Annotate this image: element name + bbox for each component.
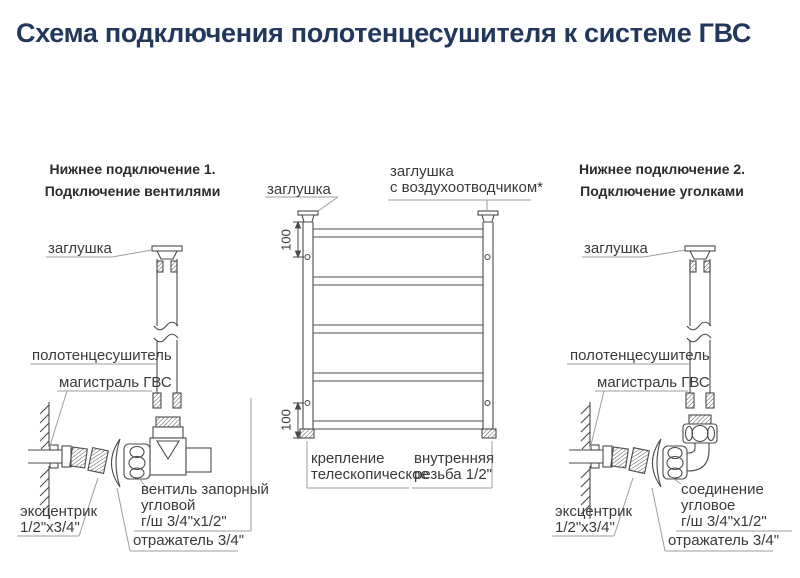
telescopic-mount-label: крепление телескопическое	[311, 450, 429, 483]
left-main-line-label: магистраль ГВС	[59, 374, 172, 391]
right-reflector-label: отражатель 3/4"	[668, 532, 780, 549]
right-eccentric-label: эксцентрик 1/2"х3/4"	[555, 503, 633, 536]
left-section-header-line2: Подключение вентилями	[44, 183, 221, 199]
left-plug-label: заглушка	[48, 240, 112, 257]
dimension-100-top: 100	[278, 229, 294, 251]
page-title: Схема подключения полотенцесушителя к системе ГВС	[16, 18, 752, 48]
angle-valve	[124, 393, 211, 479]
rail-rungs	[313, 229, 483, 429]
eccentric-fitting	[70, 447, 108, 473]
rail-caps	[298, 211, 498, 222]
wall-hatch	[581, 402, 590, 519]
dimension-100-bottom: 100	[278, 409, 294, 431]
wall-hatch	[40, 402, 49, 519]
riser-pipe	[685, 246, 715, 393]
air-vent-plug-label: заглушка с воздухоотводчиком*	[390, 163, 543, 196]
right-section-header-line1: Нижнее подключение 2.	[578, 161, 746, 177]
angle-elbow	[663, 393, 717, 479]
valve-label: вентиль запорный угловой г/ш 3/4"х1/2"	[141, 481, 269, 530]
left-reflector-label: отражатель 3/4"	[133, 532, 245, 549]
rail-threaded-feet	[300, 429, 496, 438]
left-towel-rail-label: полотенцесушитель	[32, 347, 172, 364]
left-section-header-line1: Нижнее подключение 1.	[49, 161, 216, 177]
dimension-lines	[293, 222, 304, 438]
elbow-label: соединение угловое г/ш 3/4"х1/2"	[681, 481, 767, 530]
eccentric-fitting	[611, 447, 649, 473]
middle-plug-label: заглушка	[267, 181, 331, 198]
towel-rail-drawing	[265, 197, 531, 488]
reflector-cup	[112, 439, 121, 487]
right-main-line-label: магистраль ГВС	[597, 374, 710, 391]
left-eccentric-label: эксцентрик 1/2"х3/4"	[20, 503, 98, 536]
riser-pipe	[152, 246, 182, 393]
inner-thread-label: внутренняя резьба 1/2"	[414, 450, 495, 483]
middle-leader-lines	[265, 197, 531, 488]
right-plug-label: заглушка	[584, 240, 648, 257]
reflector-cup	[653, 439, 662, 487]
right-section-header-line2: Подключение уголками	[580, 183, 744, 199]
right-towel-rail-label: полотенцесушитель	[570, 347, 710, 364]
